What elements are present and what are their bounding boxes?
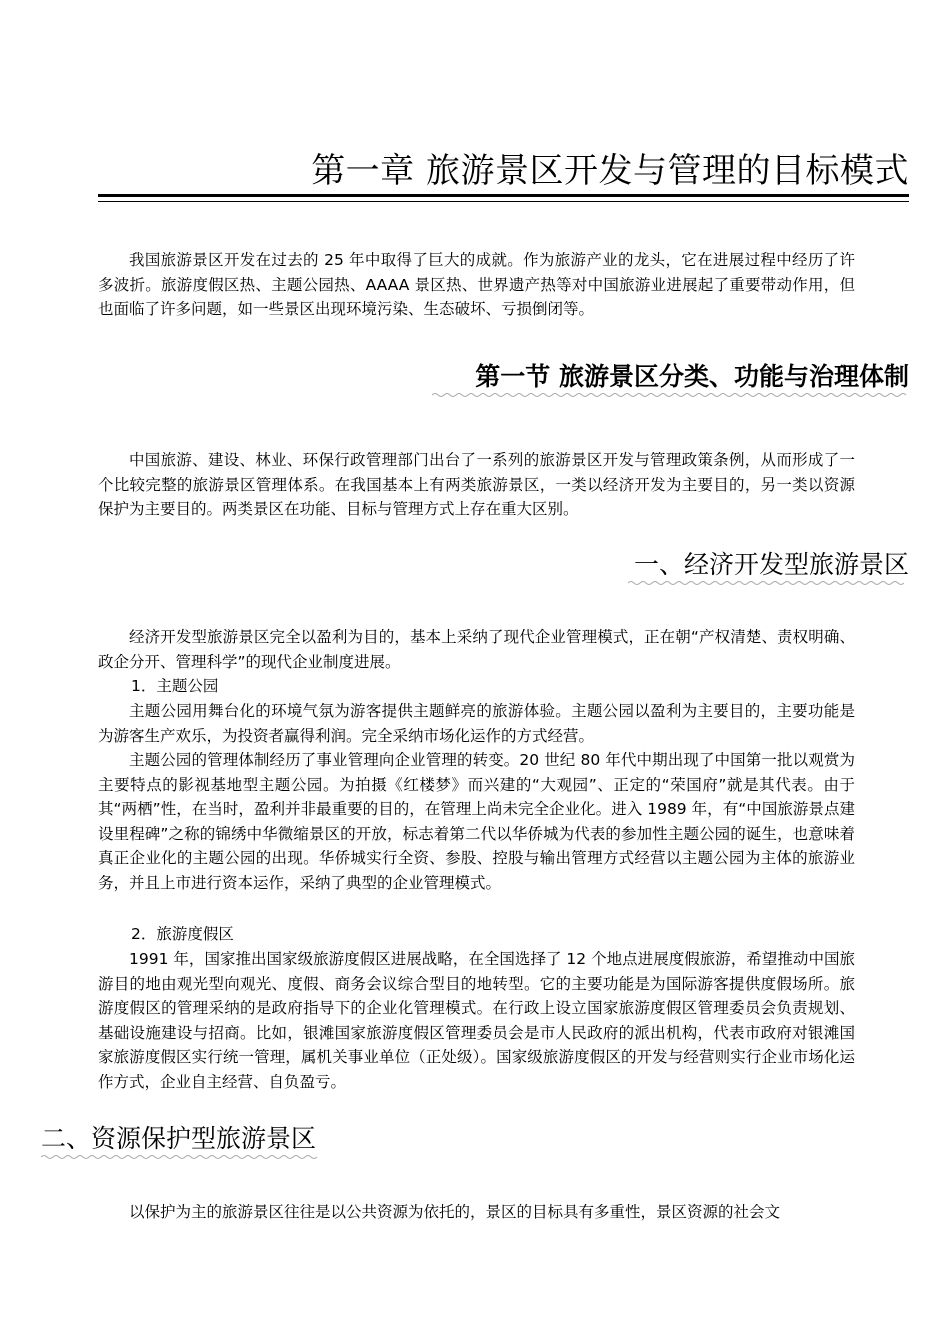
theme-park-paragraph-1: 主题公园用舞台化的环境气氛为游客提供主题鲜亮的旅游体验。主题公园以盈利为主要目的，主要功能是为游客生产欢乐，为投资者赢得利润。完全采纳市场化运作的方式经营。 xyxy=(98,702,855,745)
theme-park-paragraph-2: 主题公园的管理体制经历了事业管理向企业管理的转变。20 世纪 80 年代中期出现了中国第一批以观赏为主要特点的影视基地型主题公园。为拍摄《红楼梦》而兴建的“大观园”、正定的“荣国府”就是其代表。由于其“两栖”性，在当时，盈利并非最重要的目的，在管理上尚未完全企业化。进入 1989 年，有“中国旅游景点建设里程碑”之称的锦绣中华微缩景区的开放，标志着第二代以华侨城为代表的参加性主题公园的诞生，也意味着真正企业化的主题公园的出现。华侨城实行全资、参股、控股与输出管理方式经营以主题公园为主体的旅游业务，并且上市进行资本运作，采纳了典型的企业管理模式。 xyxy=(98,751,855,892)
chapter-title: 第一章 旅游景区开发与管理的目标模式 xyxy=(311,151,909,191)
resort-label: 2．旅游度假区 xyxy=(131,925,234,943)
section-1-heading: 第一节 旅游景区分类、功能与治理体制 xyxy=(475,362,909,391)
intro-paragraph: 我国旅游景区开发在过去的 25 年中取得了巨大的成就。作为旅游产业的龙头，它在进展过程中经历了许多波折。旅游度假区热、主题公园热、AAAA 景区热、世界遗产热等对中国旅游业进展起了重要带动作用，但也面临了许多问题，如一些景区出现环境污染、生态破坏、亏损倒闭等。 xyxy=(98,251,855,319)
theme-park-label: 1．主题公园 xyxy=(131,677,219,695)
subsection-1-underline xyxy=(628,580,909,586)
subsection-2-paragraph: 以保护为主的旅游景区往往是以公共资源为依托的，景区的目标具有多重性，景区资源的社会文 xyxy=(129,1203,781,1221)
section-1-paragraph: 中国旅游、建设、林业、环保行政管理部门出台了一系列的旅游景区开发与管理政策条例，从而形成了一个比较完整的旅游景区管理体系。在我国基本上有两类旅游景区，一类以经济开发为主要目的，另一类以资源保护为主要目的。两类景区在功能、目标与管理方式上存在重大区别。 xyxy=(98,451,855,519)
subsection-2-heading: 二、资源保护型旅游景区 xyxy=(41,1124,317,1153)
resort-paragraph: 1991 年，国家推出国家级旅游度假区进展战略，在全国选择了 12 个地点进展度假旅游，希望推动中国旅游目的地由观光型向观光、度假、商务会议综合型目的地转型。它的主要功能是为国际游客提供度假场所。旅游度假区的管理采纳的是政府指导下的企业化管理模式。在行政上设立国家旅游度假区管理委员会负责规划、基础设施建设与招商。比如，银滩国家旅游度假区管理委员会是市人民政府的派出机构，代表市政府对银滩国家旅游度假区实行统一管理，属机关事业单位（正处级）。国家级旅游度假区的开发与经营则实行企业市场化运作方式，企业自主经营、自负盈亏。 xyxy=(98,950,855,1091)
chapter-rule-thin xyxy=(98,201,909,202)
subsection-2-underline xyxy=(41,1154,322,1160)
subsection-1-paragraph: 经济开发型旅游景区完全以盈利为目的，基本上采纳了现代企业管理模式，正在朝“产权清楚、责权明确、政企分开、管理科学”的现代企业制度进展。 xyxy=(98,628,855,671)
section-1-underline xyxy=(432,392,909,398)
chapter-rule-thick xyxy=(98,194,909,197)
subsection-1-heading: 一、经济开发型旅游景区 xyxy=(633,550,909,579)
